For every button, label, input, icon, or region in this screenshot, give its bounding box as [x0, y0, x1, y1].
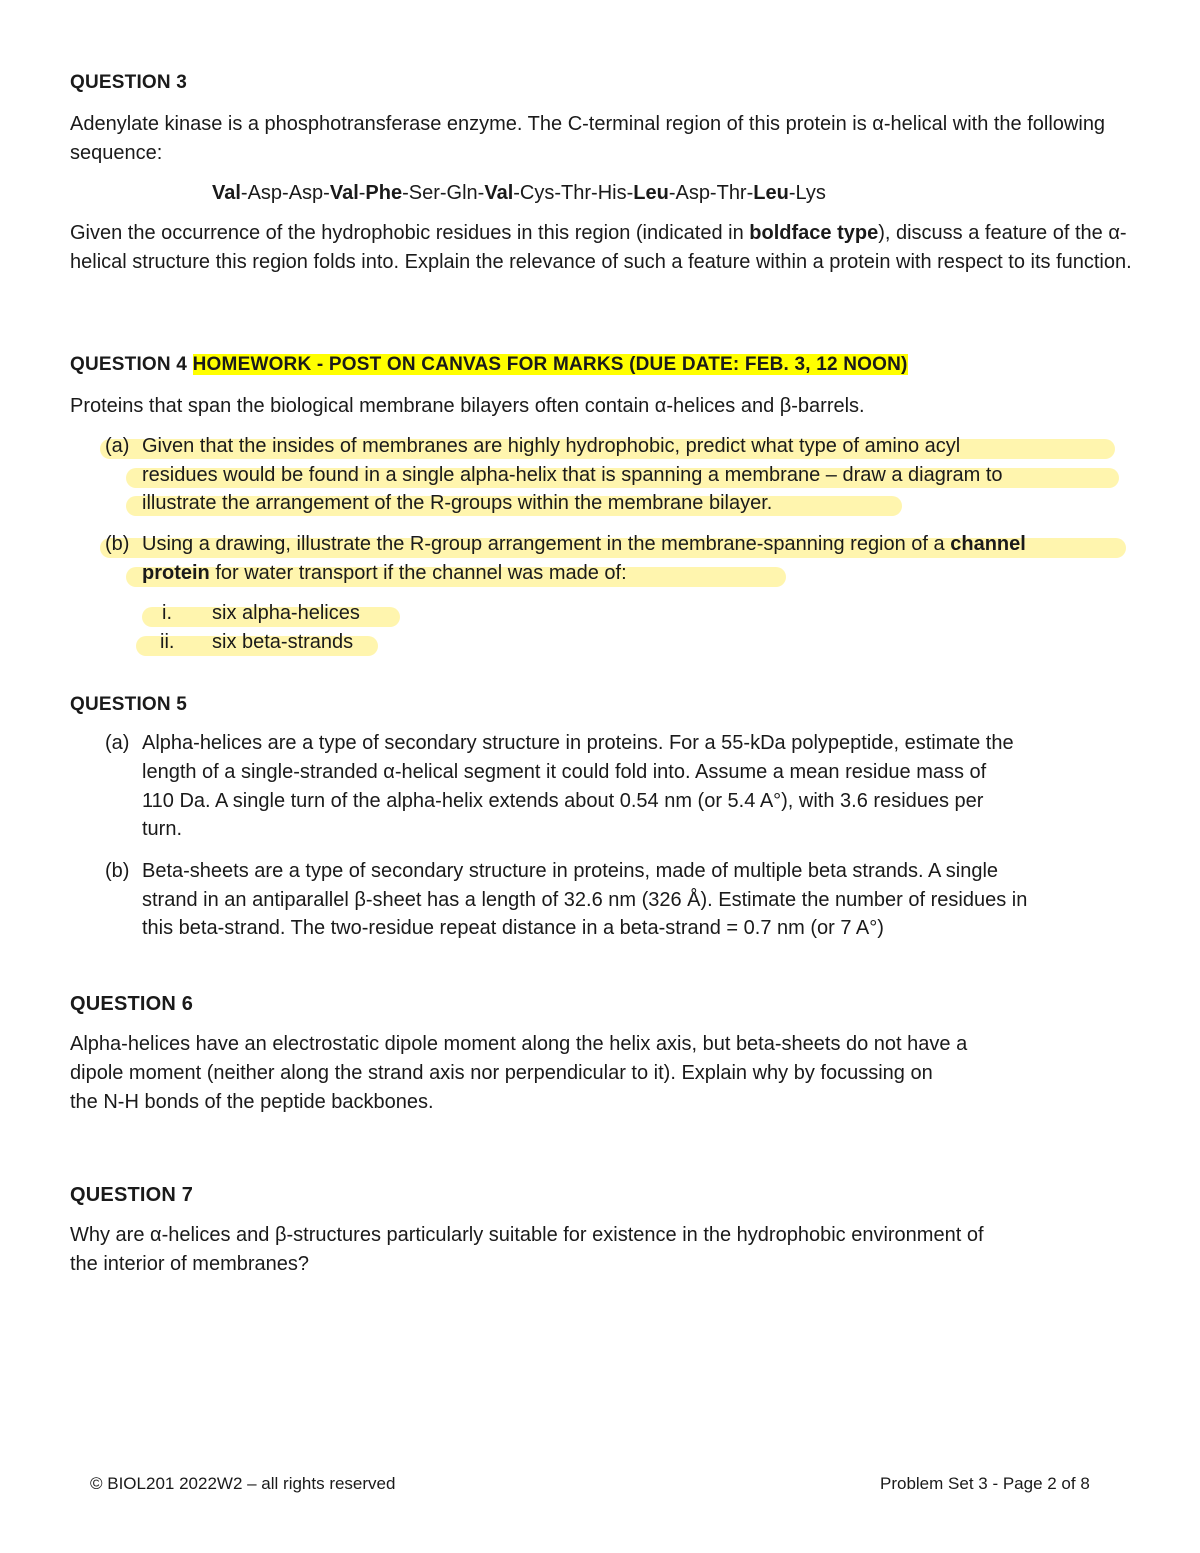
q4-b-line-1-text: Using a drawing, illustrate the R-group arrangement in the membrane-spanning region of a — [142, 533, 951, 555]
q5-b-line-3: this beta-strand. The two-residue repeat distance in a beta-strand = 0.7 nm (or 7 A°) — [142, 917, 884, 939]
q6-heading: QUESTION 6 — [70, 993, 194, 1015]
q4-sub-item-text: six alpha-helices — [212, 602, 360, 624]
q4-b-line-1-bold: channel — [950, 533, 1026, 555]
hydrophobic-residue: Val — [484, 182, 514, 204]
footer-page-number: Problem Set 3 - Page 2 of 8 — [880, 1474, 1090, 1493]
q4-b-line-2-text: for water transport if the channel was made of: — [209, 562, 627, 584]
sequence-segment: -Asp-Asp- — [240, 182, 330, 204]
q4-a-line-1: Given that the insides of membranes are highly hydrophobic, predict what type of amino acyl — [142, 435, 961, 457]
q4-heading: QUESTION 4 — [70, 354, 188, 375]
q7-line-1: Why are α-helices and β-structures particularly suitable for existence in the hydrophobic environment of — [70, 1224, 984, 1246]
q3-body-bold: boldface type — [749, 222, 879, 244]
sequence-segment: -Cys-Thr-His- — [513, 182, 634, 204]
q4-sub-item-num: i. — [162, 602, 172, 624]
q4-sub-item-text: six beta-strands — [212, 631, 354, 653]
q3-intro: Adenylate kinase is a phosphotransferase enzyme. The C-terminal region of this protein is α-helical with the following sequence: — [70, 113, 1106, 164]
q4-b-label: (b) — [105, 533, 130, 555]
q5-b-line-2: strand in an antiparallel β-sheet has a length of 32.6 nm (326 Å). Estimate the number of residues in — [142, 889, 1028, 911]
hydrophobic-residue: Val — [329, 182, 359, 204]
q5-a-line-4: turn. — [142, 818, 183, 840]
q7-line-2: the interior of membranes? — [70, 1253, 310, 1275]
q3-heading: QUESTION 3 — [70, 72, 188, 93]
q3-body-pre: Given the occurrence of the hydrophobic residues in this region (indicated in — [70, 222, 750, 244]
q4-a-line-3: illustrate the arrangement of the R-groups within the membrane bilayer. — [142, 492, 773, 514]
q5-a-line-3: 110 Da. A single turn of the alpha-helix extends about 0.54 nm (or 5.4 A°), with 3.6 residues per — [142, 790, 984, 812]
hydrophobic-residue: Leu — [753, 182, 789, 204]
q5-heading: QUESTION 5 — [70, 694, 188, 715]
q5-a-label: (a) — [105, 732, 130, 754]
q4-a-label: (a) — [105, 435, 130, 457]
hydrophobic-residue: Phe — [365, 182, 403, 204]
q6-line-2: dipole moment (neither along the strand axis nor perpendicular to it). Explain why by focussing on — [70, 1062, 933, 1084]
q5-b-line-1: Beta-sheets are a type of secondary structure in proteins, made of multiple beta strands. A single — [142, 860, 999, 882]
sequence-segment: -Lys — [788, 182, 826, 204]
q4-b-line-2 — [142, 559, 627, 588]
q5-b-label: (b) — [105, 860, 130, 882]
q5-a-line-1: Alpha-helices are a type of secondary structure in proteins. For a 55-kDa polypeptide, estimate the — [142, 732, 1014, 754]
q4-b-line-2-bold: protein — [142, 562, 210, 584]
q3-sequence — [212, 179, 826, 208]
q6-line-3: the N-H bonds of the peptide backbones. — [70, 1091, 434, 1113]
footer-copyright: © BIOL201 2022W2 – all rights reserved — [90, 1474, 396, 1493]
sequence-segment: -Asp-Thr- — [668, 182, 754, 204]
q4-a-line-2: residues would be found in a single alpha-helix that is spanning a membrane – draw a diagram to — [142, 464, 1003, 486]
q5-a-line-2: length of a single-stranded α-helical segment it could fold into. Assume a mean residue mass of — [142, 761, 987, 783]
document-page — [70, 0, 1140, 1553]
sequence-segment: -Ser-Gln- — [402, 182, 485, 204]
q4-intro: Proteins that span the biological membrane bilayers often contain α-helices and β-barrels. — [70, 395, 865, 417]
q4-heading-row — [70, 350, 908, 379]
q3-body-post: ), discuss a feature of the α-helical structure this region folds into. Explain the relevance of such a feature within a protein with respect to its function. — [70, 222, 1132, 273]
sequence-segment: - — [358, 182, 366, 204]
q6-line-1: Alpha-helices have an electrostatic dipole moment along the helix axis, but beta-sheets do not have a — [70, 1033, 968, 1055]
q4-b-line-1 — [142, 530, 1026, 559]
q4-sub-item-num: ii. — [160, 631, 175, 653]
q3-body — [70, 219, 1132, 277]
q7-heading: QUESTION 7 — [70, 1184, 194, 1206]
hydrophobic-residue: Leu — [633, 182, 669, 204]
hydrophobic-residue: Val — [212, 182, 241, 204]
q4-homework-banner: HOMEWORK - POST ON CANVAS FOR MARKS (DUE DATE: FEB. 3, 12 NOON) — [192, 354, 908, 375]
